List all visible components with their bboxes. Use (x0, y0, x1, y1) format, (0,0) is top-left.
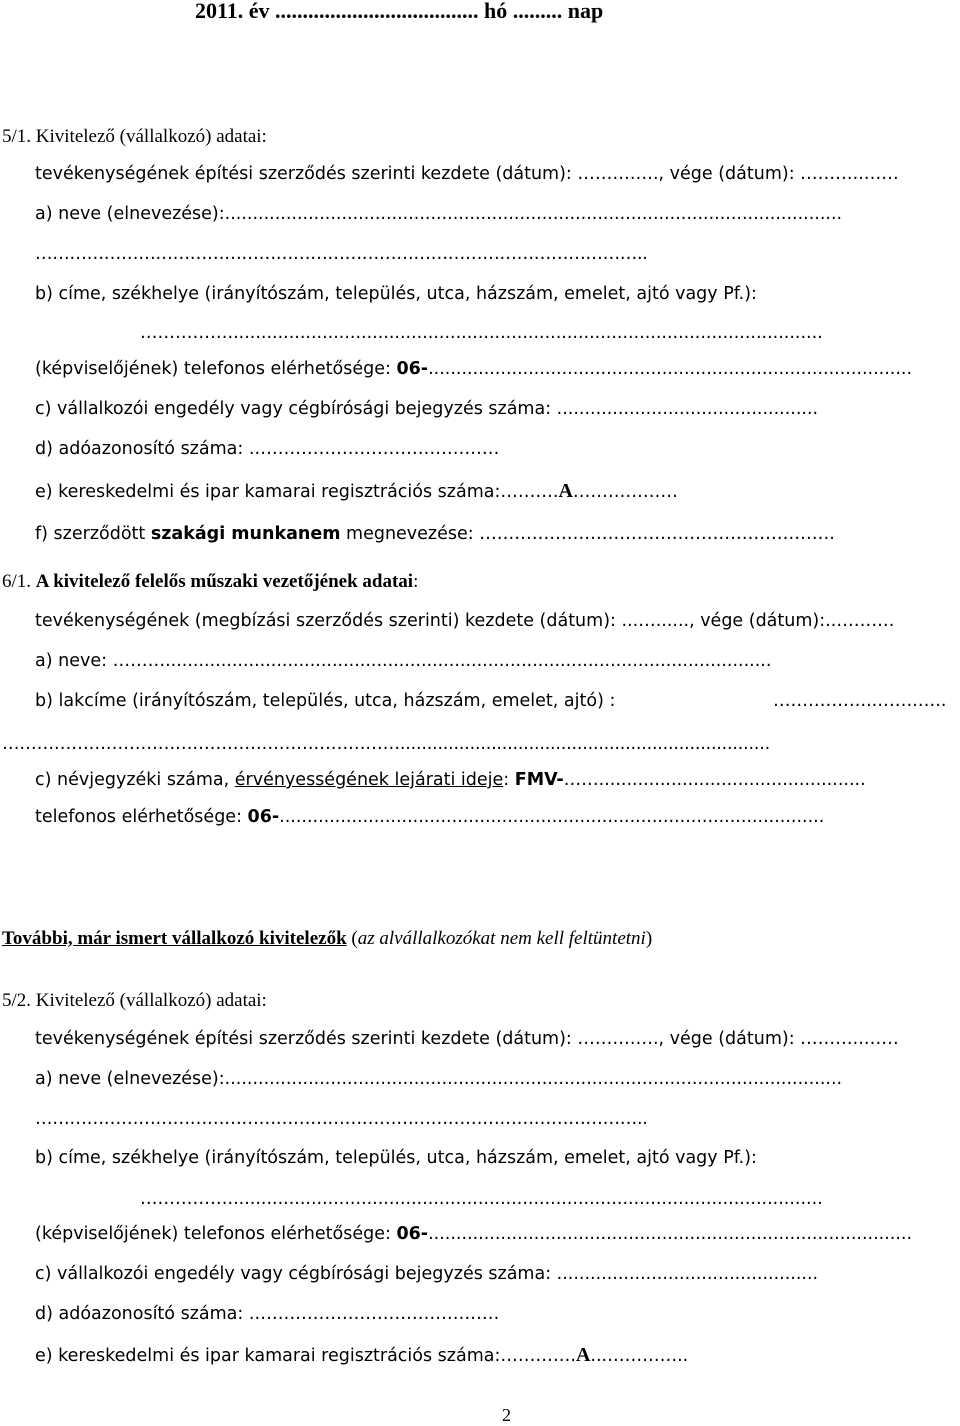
section-5-2-heading-text: 5/2. Kivitelező (vállalkozó) adatai: (2, 990, 267, 1011)
section-6-1-number: 6/1. (2, 571, 36, 592)
s52-address-fill-row (140, 1188, 823, 1210)
s51-address-row (35, 283, 757, 305)
s51-trade-label-post: megnevezése: (340, 524, 474, 544)
s52-chamber-fill-1[interactable]: …………. (500, 1346, 576, 1366)
s52-phone-prefix: 06- (396, 1224, 429, 1244)
s51-trade-fill[interactable]: ……………………………………………………. (479, 524, 835, 544)
s52-tax-fill[interactable]: .…………………………………… (248, 1304, 500, 1324)
s52-name-cont (35, 1108, 648, 1130)
s52-phone-row (35, 1223, 912, 1245)
s61-period-label: tevékenységének (megbízási szerződés szerinti) kezdete (dátum): (35, 611, 616, 631)
s51-phone-fill[interactable]: ....................................................................................... (428, 359, 913, 379)
s61-address-cont-fill[interactable]: ……………………………………………………………..................................................................... (2, 734, 770, 754)
s61-name-fill[interactable]: ………............................................................................................................. (112, 651, 772, 671)
section-6-1-colon: : (413, 571, 419, 592)
s52-name-row (35, 1068, 842, 1090)
s51-period-row (35, 163, 899, 185)
section-5-1-heading (2, 126, 267, 148)
further-contractors-heading: További, már ismert vállalkozó kivitelezők (2, 928, 347, 949)
s51-address-fill-row (140, 322, 823, 344)
s52-name-cont-fill[interactable]: …………………………………………………………………………………………….. (35, 1109, 648, 1129)
s51-trade-label-pre: f) szerződött (35, 524, 151, 544)
s61-address-row (35, 690, 615, 712)
s51-address-fill[interactable]: ……………........................................................................................................... (140, 323, 823, 343)
s51-chamber-row (35, 480, 678, 503)
s51-name-label: a) neve (elnevezése): (35, 204, 225, 224)
s61-phone-prefix: 06- (247, 807, 280, 827)
s52-address-fill[interactable]: ……………........................................................................................................... (140, 1189, 823, 1209)
s52-name-fill[interactable]: ............................................................................................................... (224, 1069, 843, 1089)
s51-name-cont (35, 243, 648, 265)
date-line-text: 2011. év ..................................... hó ......... nap (195, 0, 604, 23)
s51-chamber-a-mark: A (558, 480, 573, 502)
s61-registry-colon: : (503, 770, 515, 790)
s61-phone-fill[interactable]: .................................................................................................. (279, 807, 825, 827)
s51-phone-label: (képviselőjének) telefonos elérhetősége: (35, 359, 397, 379)
s51-name-row (35, 203, 842, 225)
s61-phone-row (35, 806, 824, 828)
s61-validity-label: érvényességének lejárati ideje (234, 770, 504, 790)
s52-license-label: c) vállalkozói engedély vagy cégbírósági bejegyzés száma: (35, 1264, 552, 1284)
s52-address-row (35, 1147, 757, 1169)
s52-phone-fill[interactable]: ....................................................................................... (428, 1224, 913, 1244)
s61-registry-label: c) névjegyzéki száma, (35, 770, 235, 790)
date-line (195, 0, 603, 22)
s52-chamber-row (35, 1344, 688, 1367)
s51-chamber-fill-1[interactable]: ………. (500, 482, 559, 502)
s51-chamber-label: e) kereskedelmi és ipar kamarai regisztrációs száma: (35, 482, 501, 502)
further-paren-close: ) (645, 928, 653, 949)
s51-trade-row (35, 523, 835, 545)
s51-license-fill[interactable]: ............................................... (556, 399, 819, 419)
s52-license-row (35, 1263, 818, 1285)
section-5-1-heading-text: 5/1. Kivitelező (vállalkozó) adatai: (2, 126, 267, 147)
further-contractors-title (2, 928, 652, 950)
s51-address-label: b) címe, székhelye (irányítószám, település, utca, házszám, emelet, ajtó vagy Pf.): (35, 284, 757, 304)
s51-tax-fill[interactable]: .…………………………………… (248, 439, 500, 459)
s61-address-cont (2, 733, 770, 755)
s51-tax-row (35, 438, 499, 460)
s61-period-fill[interactable]: ...…......, vége (dátum):..………. (621, 611, 895, 631)
section-5-2-heading (2, 990, 267, 1012)
s61-registry-fill[interactable]: ……................................................ (563, 770, 866, 790)
s51-phone-row (35, 358, 912, 380)
s52-period-row (35, 1028, 899, 1050)
s51-license-label: c) vállalkozói engedély vagy cégbírósági bejegyzés száma: (35, 399, 552, 419)
further-contractors-note: az alvállalkozókat nem kell feltüntetni (357, 928, 646, 949)
s52-phone-label: (képviselőjének) telefonos elérhetősége: (35, 1224, 397, 1244)
s51-phone-prefix: 06- (396, 359, 429, 379)
s61-period-row (35, 610, 894, 632)
s61-address-label: b) lakcíme (irányítószám, település, utca, házszám, emelet, ajtó) : (35, 691, 616, 711)
s51-tax-label: d) adóazonosító száma: (35, 439, 244, 459)
s51-period-fill[interactable]: ……….…., vége (dátum): ………..…… (577, 164, 899, 184)
s52-period-label: tevékenységének építési szerződés szerinti kezdete (dátum): (35, 1029, 572, 1049)
s52-tax-row (35, 1303, 499, 1325)
s52-chamber-a-mark: A (575, 1344, 591, 1366)
s52-tax-label: d) adóazonosító száma: (35, 1304, 244, 1324)
section-6-1-heading (2, 571, 418, 593)
s51-period-label: tevékenységének építési szerződés szerinti kezdete (dátum): (35, 164, 572, 184)
section-6-1-title: A kivitelező felelős műszaki vezetőjének adatai (35, 571, 414, 592)
s52-license-fill[interactable]: ............................................... (556, 1264, 819, 1284)
s51-chamber-fill-2[interactable]: ……………… (572, 482, 678, 502)
s52-chamber-fill-2[interactable]: ...………….. (590, 1346, 689, 1366)
s61-registry-row (35, 769, 866, 791)
further-paren-open: ( (346, 928, 358, 949)
page-number-text: 2 (502, 1405, 511, 1425)
s51-name-fill[interactable]: ............................................................................................................... (224, 204, 843, 224)
s61-address-fill[interactable]: ……………...…….….. (773, 691, 947, 711)
page-number (502, 1404, 511, 1426)
s52-address-label: b) címe, székhelye (irányítószám, település, utca, házszám, emelet, ajtó vagy Pf.): (35, 1148, 757, 1168)
s51-trade-label-bold: szakági munkanem (150, 524, 341, 544)
s51-license-row (35, 398, 818, 420)
s61-name-row (35, 650, 771, 672)
s52-period-fill[interactable]: ……….…., vége (dátum): ………..…… (577, 1029, 899, 1049)
s61-phone-label: telefonos elérhetősége: (35, 807, 248, 827)
s51-name-cont-fill[interactable]: …………………………………………………………………………………………….. (35, 244, 648, 264)
s61-address-fill-row (773, 690, 946, 712)
s61-name-label: a) neve: (35, 651, 107, 671)
s52-name-label: a) neve (elnevezése): (35, 1069, 225, 1089)
s52-chamber-label: e) kereskedelmi és ipar kamarai regisztrációs száma: (35, 1346, 501, 1366)
s61-registry-code: FMV- (514, 770, 564, 790)
